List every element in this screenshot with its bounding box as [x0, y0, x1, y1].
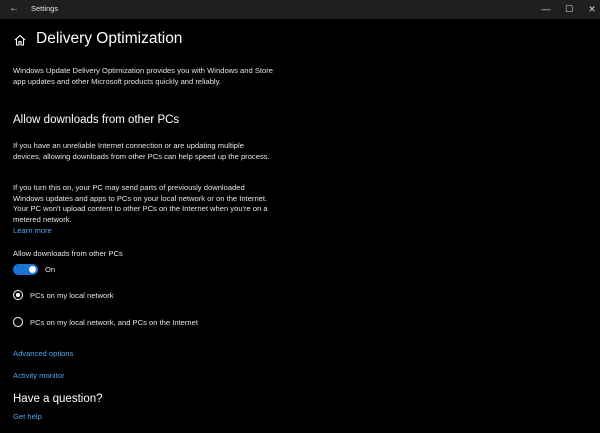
- close-button[interactable]: ✕: [588, 4, 596, 14]
- radio-local-and-internet-label[interactable]: PCs on my local network, and PCs on the Internet: [30, 318, 198, 327]
- toggle-state-label: On: [45, 265, 56, 274]
- section-description-2: If you turn this on, your PC may send parts of previously downloaded Windows updates and apps to PCs on your local network or on the Internet. Your PC won't upload content to other PCs on the Internet when you're on a metered network.: [13, 183, 268, 224]
- radio-local-network-label[interactable]: PCs on my local network: [30, 291, 114, 300]
- advanced-options-link[interactable]: Advanced options: [13, 349, 74, 358]
- section-description-1: If you have an unreliable Internet connection or are updating multiple devices, allowing downloads from other PCs can help speed up the process.: [13, 141, 270, 161]
- radio-local-and-internet[interactable]: [13, 317, 23, 327]
- back-arrow-icon[interactable]: ←: [9, 3, 19, 14]
- learn-more-link[interactable]: Learn more: [13, 226, 52, 235]
- minimize-button[interactable]: —: [541, 4, 551, 14]
- radio-local-network[interactable]: [13, 290, 23, 300]
- section-heading: Allow downloads from other PCs: [13, 114, 180, 126]
- toggle-knob: [29, 266, 36, 273]
- home-icon[interactable]: [13, 33, 27, 47]
- page-title: Delivery Optimization: [36, 30, 183, 47]
- allow-downloads-toggle[interactable]: [13, 264, 38, 275]
- intro-text: Windows Update Delivery Optimization provides you with Windows and Store app updates and other Microsoft products quickly and reliably.: [13, 66, 273, 86]
- title-bar: [0, 0, 600, 19]
- maximize-button[interactable]: ☐: [564, 4, 574, 14]
- get-help-link[interactable]: Get help: [13, 412, 42, 421]
- window-title: Settings: [31, 4, 59, 13]
- activity-monitor-link[interactable]: Activity monitor: [13, 371, 65, 380]
- question-heading: Have a question?: [13, 393, 103, 405]
- radio-selected-dot: [16, 293, 20, 297]
- toggle-label: Allow downloads from other PCs: [13, 249, 123, 258]
